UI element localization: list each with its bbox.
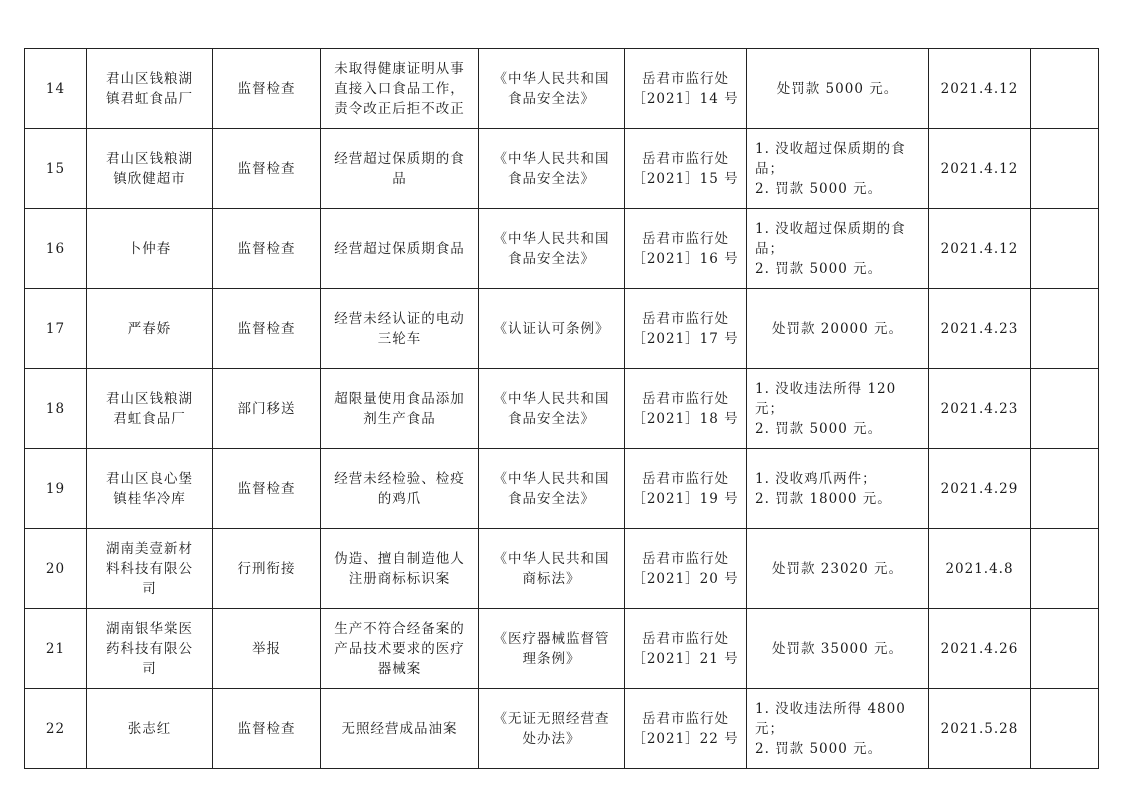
case-source: 举报 bbox=[213, 609, 321, 689]
decision-date: 2021.4.29 bbox=[929, 449, 1031, 529]
remark-cell bbox=[1031, 369, 1099, 449]
decision-number: 岳君市监行处 ［2021］17 号 bbox=[625, 289, 747, 369]
case-source: 监督检查 bbox=[213, 449, 321, 529]
violation-description: 未取得健康证明从事 直接入口食品工作， 责令改正后拒不改正 bbox=[321, 49, 479, 129]
remark-cell bbox=[1031, 529, 1099, 609]
penalty-content: 处罚款 20000 元。 bbox=[747, 289, 929, 369]
table-row bbox=[25, 689, 1099, 769]
violation-description: 经营超过保质期食品 bbox=[321, 209, 479, 289]
remark-cell bbox=[1031, 209, 1099, 289]
violation-description: 伪造、擅自制造他人 注册商标标识案 bbox=[321, 529, 479, 609]
row-number: 21 bbox=[25, 609, 87, 689]
party-name: 君山区钱粮湖 镇欣健超市 bbox=[87, 129, 213, 209]
legal-basis: 《中华人民共和国 商标法》 bbox=[479, 529, 625, 609]
decision-number: 岳君市监行处 ［2021］20 号 bbox=[625, 529, 747, 609]
decision-date: 2021.4.12 bbox=[929, 49, 1031, 129]
row-number: 22 bbox=[25, 689, 87, 769]
violation-description: 无照经营成品油案 bbox=[321, 689, 479, 769]
legal-basis: 《医疗器械监督管 理条例》 bbox=[479, 609, 625, 689]
party-name: 君山区良心堡 镇桂华冷库 bbox=[87, 449, 213, 529]
remark-cell bbox=[1031, 289, 1099, 369]
table-row bbox=[25, 209, 1099, 289]
table-row bbox=[25, 369, 1099, 449]
row-number: 18 bbox=[25, 369, 87, 449]
party-name: 君山区钱粮湖 镇君虹食品厂 bbox=[87, 49, 213, 129]
party-name: 卜仲春 bbox=[87, 209, 213, 289]
legal-basis: 《中华人民共和国 食品安全法》 bbox=[479, 449, 625, 529]
row-number: 20 bbox=[25, 529, 87, 609]
penalty-table bbox=[24, 48, 1099, 769]
violation-description: 生产不符合经备案的 产品技术要求的医疗 器械案 bbox=[321, 609, 479, 689]
remark-cell bbox=[1031, 49, 1099, 129]
case-source: 监督检查 bbox=[213, 129, 321, 209]
decision-date: 2021.5.28 bbox=[929, 689, 1031, 769]
decision-number: 岳君市监行处 ［2021］21 号 bbox=[625, 609, 747, 689]
penalty-content: 1. 没收违法所得 120 元； 2. 罚款 5000 元。 bbox=[747, 369, 929, 449]
violation-description: 经营超过保质期的食 品 bbox=[321, 129, 479, 209]
decision-number: 岳君市监行处 ［2021］18 号 bbox=[625, 369, 747, 449]
legal-basis: 《无证无照经营查 处办法》 bbox=[479, 689, 625, 769]
case-source: 监督检查 bbox=[213, 289, 321, 369]
row-number: 16 bbox=[25, 209, 87, 289]
legal-basis: 《中华人民共和国 食品安全法》 bbox=[479, 129, 625, 209]
penalty-content: 处罚款 23020 元。 bbox=[747, 529, 929, 609]
party-name: 湖南银华棠医 药科技有限公 司 bbox=[87, 609, 213, 689]
row-number: 15 bbox=[25, 129, 87, 209]
decision-number: 岳君市监行处 ［2021］14 号 bbox=[625, 49, 747, 129]
case-source: 监督检查 bbox=[213, 209, 321, 289]
case-source: 监督检查 bbox=[213, 49, 321, 129]
legal-basis: 《中华人民共和国 食品安全法》 bbox=[479, 369, 625, 449]
decision-number: 岳君市监行处 ［2021］19 号 bbox=[625, 449, 747, 529]
table-row bbox=[25, 529, 1099, 609]
row-number: 17 bbox=[25, 289, 87, 369]
penalty-content: 1. 没收违法所得 4800 元； 2. 罚款 5000 元。 bbox=[747, 689, 929, 769]
decision-date: 2021.4.26 bbox=[929, 609, 1031, 689]
case-source: 行刑衔接 bbox=[213, 529, 321, 609]
decision-date: 2021.4.23 bbox=[929, 289, 1031, 369]
decision-number: 岳君市监行处 ［2021］15 号 bbox=[625, 129, 747, 209]
legal-basis: 《认证认可条例》 bbox=[479, 289, 625, 369]
table-row bbox=[25, 609, 1099, 689]
party-name: 湖南美壹新材 料科技有限公 司 bbox=[87, 529, 213, 609]
remark-cell bbox=[1031, 689, 1099, 769]
remark-cell bbox=[1031, 609, 1099, 689]
party-name: 张志红 bbox=[87, 689, 213, 769]
decision-date: 2021.4.8 bbox=[929, 529, 1031, 609]
decision-number: 岳君市监行处 ［2021］16 号 bbox=[625, 209, 747, 289]
violation-description: 经营未经检验、检疫 的鸡爪 bbox=[321, 449, 479, 529]
penalty-content: 1. 没收超过保质期的食 品； 2. 罚款 5000 元。 bbox=[747, 209, 929, 289]
row-number: 14 bbox=[25, 49, 87, 129]
decision-number: 岳君市监行处 ［2021］22 号 bbox=[625, 689, 747, 769]
remark-cell bbox=[1031, 449, 1099, 529]
decision-date: 2021.4.23 bbox=[929, 369, 1031, 449]
table-row bbox=[25, 449, 1099, 529]
case-source: 监督检查 bbox=[213, 689, 321, 769]
legal-basis: 《中华人民共和国 食品安全法》 bbox=[479, 49, 625, 129]
party-name: 严春娇 bbox=[87, 289, 213, 369]
violation-description: 超限量使用食品添加 剂生产食品 bbox=[321, 369, 479, 449]
party-name: 君山区钱粮湖 君虹食品厂 bbox=[87, 369, 213, 449]
decision-date: 2021.4.12 bbox=[929, 129, 1031, 209]
case-source: 部门移送 bbox=[213, 369, 321, 449]
penalty-content: 1. 没收超过保质期的食 品； 2. 罚款 5000 元。 bbox=[747, 129, 929, 209]
row-number: 19 bbox=[25, 449, 87, 529]
penalty-content: 处罚款 5000 元。 bbox=[747, 49, 929, 129]
violation-description: 经营未经认证的电动 三轮车 bbox=[321, 289, 479, 369]
remark-cell bbox=[1031, 129, 1099, 209]
legal-basis: 《中华人民共和国 食品安全法》 bbox=[479, 209, 625, 289]
penalty-content: 1. 没收鸡爪两件； 2. 罚款 18000 元。 bbox=[747, 449, 929, 529]
table-row bbox=[25, 129, 1099, 209]
penalty-content: 处罚款 35000 元。 bbox=[747, 609, 929, 689]
table-row bbox=[25, 289, 1099, 369]
table-row bbox=[25, 49, 1099, 129]
table-body bbox=[25, 49, 1099, 769]
decision-date: 2021.4.12 bbox=[929, 209, 1031, 289]
